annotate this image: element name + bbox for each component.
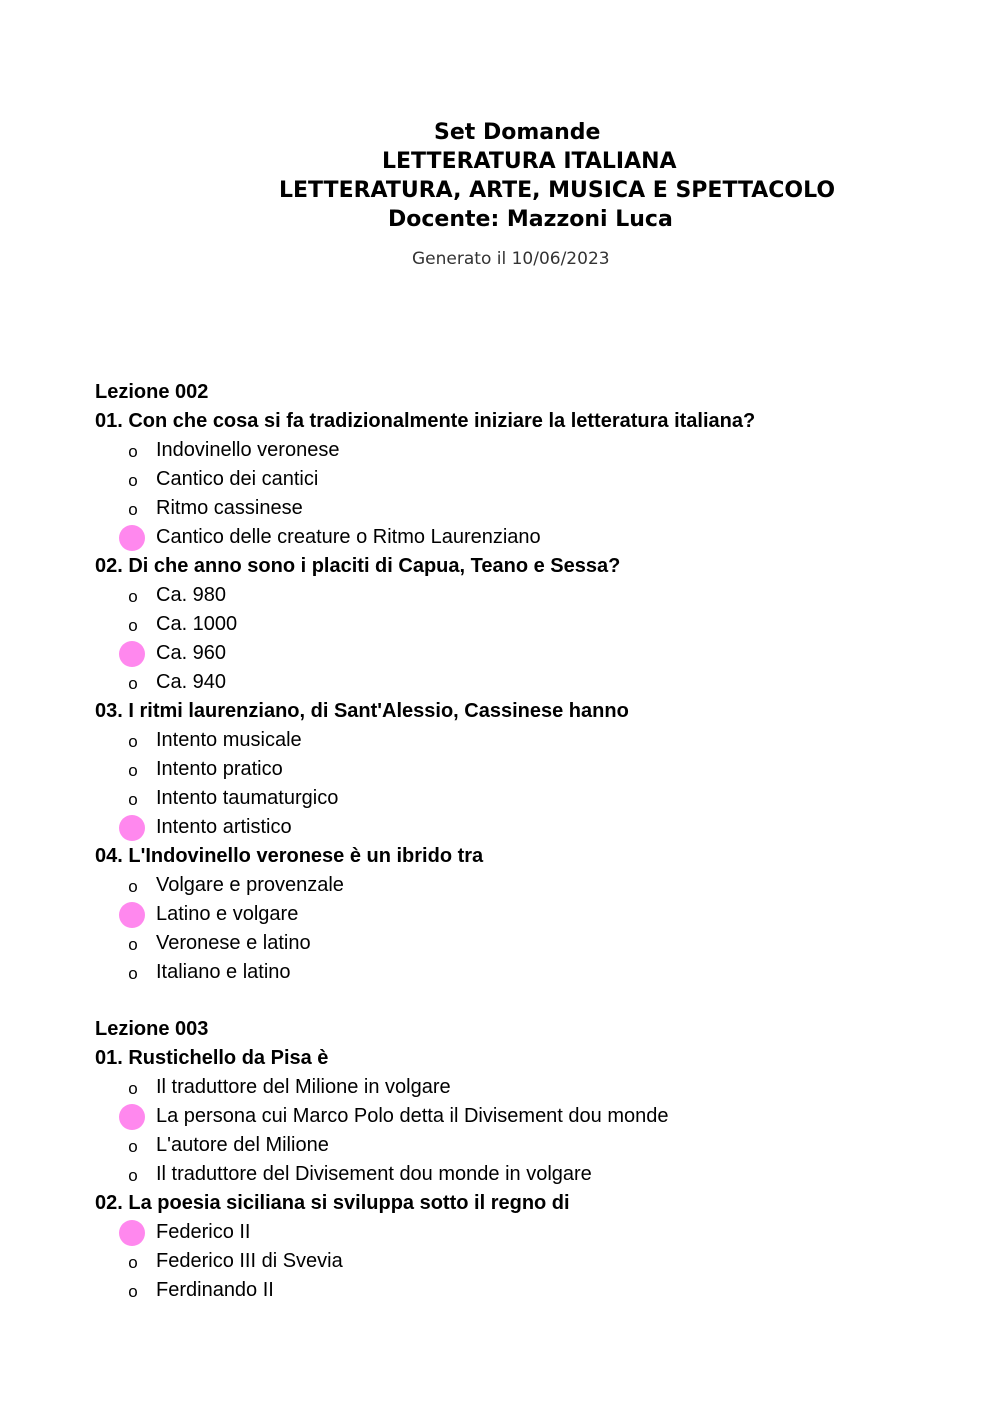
- answer-option: [95, 523, 975, 552]
- question-list: [95, 378, 975, 1333]
- answer-label: Italiano e latino: [156, 961, 291, 983]
- answer-label: La persona cui Marco Polo detta il Divisement dou monde: [156, 1105, 669, 1127]
- answer-label: Federico II: [156, 1221, 251, 1243]
- circle-outline-icon: o: [128, 500, 138, 519]
- document-header: [0, 118, 1000, 234]
- answer-label: Intento pratico: [156, 758, 283, 780]
- answer-label: Latino e volgare: [156, 903, 299, 925]
- question: [95, 1189, 975, 1305]
- answer-label: Intento taumaturgico: [156, 787, 339, 809]
- header-subject: LETTERATURA ITALIANA: [382, 149, 677, 174]
- circle-outline-icon: o: [128, 471, 138, 490]
- answer-label: Cantico dei cantici: [156, 468, 319, 490]
- answer-option: [95, 1276, 975, 1305]
- question: [95, 552, 975, 697]
- question: [95, 1044, 975, 1189]
- circle-outline-icon: o: [128, 674, 138, 693]
- filled-pink-circle-icon: [119, 525, 145, 551]
- header-title: Set Domande: [434, 120, 601, 145]
- answer-label: Volgare e provenzale: [156, 874, 344, 896]
- answer-option: [95, 871, 975, 900]
- question-text: 02. Di che anno sono i placiti di Capua, Teano e Sessa?: [95, 555, 621, 577]
- circle-outline-icon: o: [128, 877, 138, 896]
- answer-label: Ritmo cassinese: [156, 497, 303, 519]
- header-teacher: Docente: Mazzoni Luca: [388, 207, 673, 232]
- filled-pink-circle-icon: [119, 902, 145, 928]
- circle-outline-icon: o: [128, 587, 138, 606]
- filled-pink-circle-icon: [119, 1220, 145, 1246]
- answer-option: [95, 1160, 975, 1189]
- answer-option: [95, 494, 975, 523]
- filled-pink-circle-icon: [119, 641, 145, 667]
- answer-label: Ca. 940: [156, 671, 227, 693]
- circle-outline-icon: o: [128, 1137, 138, 1156]
- answer-label: Ca. 960: [156, 642, 227, 664]
- answer-option: [95, 668, 975, 697]
- circle-outline-icon: o: [128, 1282, 138, 1301]
- circle-outline-icon: o: [128, 790, 138, 809]
- question: [95, 697, 975, 842]
- answer-label: Intento musicale: [156, 729, 302, 751]
- answer-label: Intento artistico: [156, 816, 292, 838]
- lesson-section: [95, 378, 975, 987]
- answer-label: Ca. 1000: [156, 613, 238, 635]
- lesson-title: Lezione 002: [95, 381, 209, 403]
- question-text: 01. Rustichello da Pisa è: [95, 1047, 329, 1069]
- filled-pink-circle-icon: [119, 815, 145, 841]
- answer-label: Veronese e latino: [156, 932, 311, 954]
- answer-label: Cantico delle creature o Ritmo Laurenziano: [156, 526, 541, 548]
- circle-outline-icon: o: [128, 964, 138, 983]
- answer-option: [95, 639, 975, 668]
- answer-option: [95, 958, 975, 987]
- question: [95, 842, 975, 987]
- circle-outline-icon: o: [128, 442, 138, 461]
- question-text: 02. La poesia siciliana si sviluppa sotto il regno di: [95, 1192, 570, 1214]
- answer-option: [95, 726, 975, 755]
- answer-option: [95, 610, 975, 639]
- answer-label: L'autore del Milione: [156, 1134, 329, 1156]
- question-text: 04. L'Indovinello veronese è un ibrido tra: [95, 845, 484, 867]
- answer-option: [95, 1073, 975, 1102]
- circle-outline-icon: o: [128, 935, 138, 954]
- lesson-section: [95, 1015, 975, 1305]
- circle-outline-icon: o: [128, 732, 138, 751]
- circle-outline-icon: o: [128, 1253, 138, 1272]
- generated-date: Generato il 10/06/2023: [412, 249, 610, 269]
- answer-option: [95, 900, 975, 929]
- lesson-title: Lezione 003: [95, 1018, 209, 1040]
- filled-pink-circle-icon: [119, 1104, 145, 1130]
- answer-option: [95, 1218, 975, 1247]
- circle-outline-icon: o: [128, 1166, 138, 1185]
- answer-option: [95, 436, 975, 465]
- circle-outline-icon: o: [128, 616, 138, 635]
- answer-option: [95, 813, 975, 842]
- answer-option: [95, 784, 975, 813]
- answer-option: [95, 1102, 975, 1131]
- answer-option: [95, 1131, 975, 1160]
- question-text: 03. I ritmi laurenziano, di Sant'Alessio, Cassinese hanno: [95, 700, 629, 722]
- answer-label: Federico III di Svevia: [156, 1250, 343, 1272]
- answer-option: [95, 1247, 975, 1276]
- answer-label: Indovinello veronese: [156, 439, 340, 461]
- header-course: LETTERATURA, ARTE, MUSICA E SPETTACOLO: [279, 178, 836, 203]
- answer-option: [95, 581, 975, 610]
- answer-label: Ca. 980: [156, 584, 227, 606]
- answer-option: [95, 929, 975, 958]
- answer-label: Il traduttore del Divisement dou monde in volgare: [156, 1163, 592, 1185]
- circle-outline-icon: o: [128, 1079, 138, 1098]
- answer-label: Il traduttore del Milione in volgare: [156, 1076, 451, 1098]
- answer-option: [95, 465, 975, 494]
- circle-outline-icon: o: [128, 761, 138, 780]
- question: [95, 407, 975, 552]
- question-text: 01. Con che cosa si fa tradizionalmente iniziare la letteratura italiana?: [95, 410, 756, 432]
- answer-label: Ferdinando II: [156, 1279, 274, 1301]
- answer-option: [95, 755, 975, 784]
